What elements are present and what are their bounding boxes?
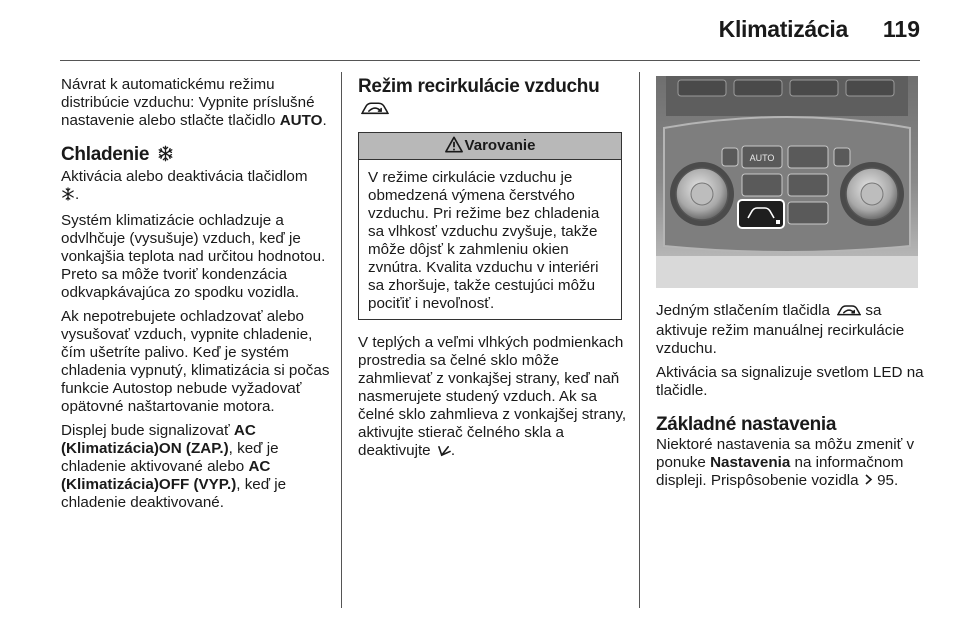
settings-menu-label: Nastavenia: [710, 454, 791, 471]
warning-body: [359, 160, 621, 319]
led-paragraph: Aktivácia sa signalizuje svetlom LED na tlačidle.: [656, 364, 924, 399]
column-1: [61, 76, 333, 518]
warning-header: [359, 133, 621, 160]
page-number: 119: [882, 16, 920, 42]
snowflake-icon: [157, 145, 174, 168]
settings-paragraph: Niektoré nastavenia sa môžu zmeniť v ponuke Nastavenia na informačnom displeji. Prispôsobenie vozidla 95.: [656, 436, 915, 489]
column-2: [358, 76, 628, 468]
auto-button-label: AUTO: [279, 112, 323, 129]
cooling-toggle-paragraph: Aktivácia alebo deaktivácia tlačidlom .: [61, 168, 333, 206]
basic-settings-heading: Základné nastavenia: [656, 414, 837, 435]
ac-on-label: AC (Klimatizácia)ON (ZAP.): [61, 422, 256, 457]
ac-off-label: AC (Klimatizácia)OFF (VYP.): [61, 458, 271, 493]
column-3: [656, 76, 924, 496]
page-ref-arrow-icon: [864, 472, 873, 490]
warning-box: [358, 132, 622, 320]
cooling-heading: Chladenie: [61, 144, 333, 168]
fogging-paragraph: V teplých a veľmi vlhkých podmienkach prostredia sa čelné sklo môže zahmlievať z vonkajšej strany, keď naň nasmerujete studený vzduch. Ak sa čelné sklo zahmlieva z vonkajšej strany, aktivujte stierač čelného skla a deaktivujte .: [358, 334, 628, 462]
recirculation-icon: [361, 100, 389, 122]
display-paragraph: Displej bude signalizovať AC (Klimatizácia)ON (ZAP.), keď je chladenie aktivované alebo AC (Klimatizácia)OFF (VYP.), keď je chladenie deaktivované.: [61, 422, 287, 511]
cooling-description-paragraph: Systém klimatizácie ochladzuje a odvlhčuje (vysušuje) vzduch, keď je vonkajšia teplota nad určitou hodnotou. Preto sa môže tvoriť kondenzácia odkvapkávajúca zo spodku vozidla.: [61, 212, 326, 301]
warning-text: V režime cirkulácie vzduchu je obmedzená výmena čerstvého vzduchu. Pri režime bez chladenia sa vlhkosť vzduchu zvyšuje, takže môže dôjsť k zahmleniu okien zvnútra. Kvalita vzduchu v interiéri sa zhoršuje, takže cestujúci môžu pociťiť i nevoľnosť.: [368, 169, 600, 312]
warning-title: Varovanie: [464, 137, 536, 154]
page-reference[interactable]: 95.: [877, 472, 899, 489]
page-header: [0, 0, 960, 60]
snowflake-icon: [61, 187, 75, 206]
wiper-icon: [438, 444, 451, 462]
warning-triangle-icon: [445, 136, 463, 162]
intro-paragraph: Návrat k automatickému režimu distribúcie vzduchu: Vypnite príslušné nastavenie alebo stlačte tlačidlo AUTO.: [61, 76, 327, 129]
cooling-off-paragraph: Ak nepotrebujete ochladzovať alebo vysušovať vzduch, vypnite chladenie, čím ušetríte palivo. Keď je systém chladenia vypnutý, klimatizácia si počas funkcie Autostop nebude vyžadovať opätovné naštartovanie motora.: [61, 308, 330, 415]
photo-auto-label: AUTO: [749, 153, 775, 163]
recirculation-button-paragraph: Jedným stlačením tlačidla sa aktivuje režim manuálnej recirkulácie vzduchu.: [656, 302, 905, 357]
column-divider-1: [341, 72, 342, 608]
recirculation-icon: [837, 304, 861, 322]
recirculation-heading: Režim recirkulácie vzduchu: [358, 76, 628, 122]
page-title: Klimatizácia: [718, 16, 848, 42]
climate-control-panel-photo: [656, 76, 918, 288]
column-divider-2: [639, 72, 640, 608]
header-divider: [60, 60, 920, 61]
